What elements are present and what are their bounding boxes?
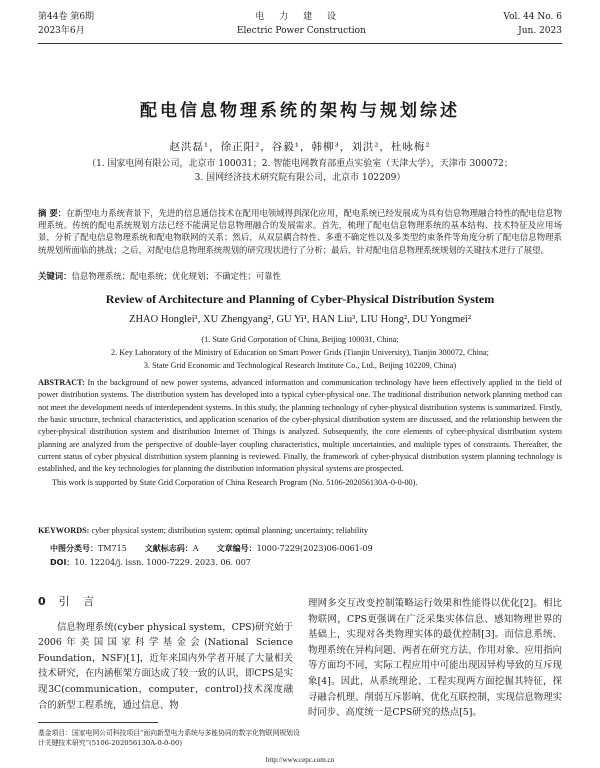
funding-note-en: This work is supported by State Grid Corporation of China Research Program (No. 5106-202056130A-0-0-00). [52, 477, 418, 487]
abstract-label-en: ABSTRACT: [38, 378, 85, 387]
journal-name-cn: 电 力 建 设 [255, 12, 343, 22]
keywords-cn [38, 270, 562, 282]
keywords-text-cn: 信息物理系统；配电系统；优化规划；不确定性；可靠性 [71, 271, 281, 281]
keywords-text-en: cyber physical system; distribution system; optimal planning; uncertainty; reliability [91, 526, 368, 535]
article-no-field: 文章编号：1000-7229(2023)06-0061-09 [216, 544, 373, 553]
body-column-left [38, 594, 293, 713]
abstract-label-cn: 摘 要： [38, 208, 67, 218]
body-paragraph: 理网多交互改变控制策略运行效果和性能得以优化[2]。相比物联网，CPS更强调在广泛采集实体信息、感知物理世界的基础上，实现对各类物理实体的最优控制[3]。而信息系统、物理系统在异构问题、两者在研究方法、作用对象、应用指向等方面均不同，实际工程应用中可能出现因异构导致的互斥现象[4]。因此，从系统理论、工程实现两方面挖掘其特征，探寻融合机理、削弱互斥影响、优化互联控制，实现信息物理实时同步、高度统一是CPS研究的热点[5]。 [308, 598, 562, 719]
paper-title-cn: 配电信息物理系统的架构与规划综述 [140, 101, 460, 121]
keywords-label-cn: 关键词： [38, 271, 72, 281]
clc-field: 中图分类号：TM715 [50, 544, 127, 553]
abstract-cn [38, 207, 562, 256]
footnote-rule [38, 722, 158, 723]
date-en: Jun. 2023 [518, 26, 562, 36]
authors-en: ZHAO Honglei¹, XU Zhengyang², GU Yi¹, HAN Liu³, LIU Hong², DU Yongmei² [129, 314, 471, 325]
abstract-text-en: In the background of new power systems, advanced information and communication technology have been effectively applied in the field of power distribution systems. The distribution system has developed into a typical cyber-physical one. The traditional distribution network planning method can not meet the development needs of interdependent systems. In this study, the planning technology of cyber-physical distribution systems is summarized. Firstly, the basic structure, technical characteristics, and application scenarios of the cyber-physical distribution system are discussed, and the relationship between the cyber-physical distribution system and distribution Internet of Things is analyzed. Subsequently, the core elements of cyber-physical distribution system planning are analyzed from the perspective of double-layer coupling characteristics, multiple uncertainties, and multiple types of constraints. Thereafter, the current status of cyber physical distribution system planning is reviewed. Finally, the framework of cyber-physical distribution system planning technology is established, and the key technologies for planning the distribution information physical systems are prospected. [38, 378, 562, 474]
affiliation-line: (1. State Grid Corporation of China, Beijing 100031, China; [201, 335, 399, 344]
affiliations-cn [40, 157, 560, 185]
doi-link[interactable]: 10. 12204/j. issn. 1000-7229. 2023. 06. 007 [74, 558, 251, 567]
paper-title-en: Review of Architecture and Planning of Cyber-Physical Distribution System [105, 292, 495, 306]
affiliation-line: 3. State Grid Economic and Technological Research Institute Co., Ltd., Beijing 102209, China) [143, 360, 457, 370]
affiliation-line: （1. 国家电网有限公司，北京市 100031；2. 智能电网教育部重点实验室（天津大学），天津市 300072； [87, 159, 513, 169]
abstract-text-cn: 在新型电力系统背景下，先进的信息通信技术在配用电领域得到深化应用，配电系统已经发展成为具有信息物理融合特性的配电信息物理系统。传统的配电系统规划方法已经不能满足信息物理融合的发展需求。首先，梳理了配电信息物理系统的基本结构、技术特征及应用场景，分析了配电信息物理系统和配电物联网的关系；然后，从双层耦合特性、多重不确定性以及多类型约束条件等角度分析了配电信息物理系统规划所面临的挑战；之后，对配电信息物理系统规划的研究现状进行了分析；最后，针对配电信息物理系统规划的关键技术进行了展望。 [38, 208, 563, 255]
section-heading [38, 594, 293, 610]
journal-header [38, 10, 562, 44]
journal-name-en: Electric Power Construction [236, 26, 366, 36]
section-number: 0 [38, 595, 47, 608]
section-title: 引 言 [58, 595, 100, 608]
keywords-en [38, 526, 562, 535]
classification-row [50, 543, 373, 554]
abstract-en [38, 377, 562, 489]
date-cn: 2023年6月 [38, 26, 85, 36]
doc-code-field: 文献标志码：A [144, 544, 199, 553]
affiliation-line: 2. Key Laboratory of the Ministry of Education on Smart Power Grids (Tianjin University), Tianjin 300072, China; [111, 347, 489, 357]
funding-footnote: 基金项目：国家电网公司科技项目“面向新型电力系统与多能协同的数字化物联网规划设计关键技术研究”(5106-202056130A-0-0-00) [38, 729, 300, 747]
body-column-right [308, 596, 562, 721]
affiliation-line: 3. 国网经济技术研究院有限公司，北京市 102209） [194, 173, 406, 183]
page-footer-url[interactable]: http://www.cepc.com.cn [265, 756, 335, 764]
header-rule [38, 43, 562, 44]
authors-cn: 赵洪磊¹，徐正阳²，谷毅¹，韩柳³，刘洪²，杜咏梅² [169, 141, 431, 153]
doi-field: DOI：10. 12204/j. issn. 1000-7229. 2023. 06. 007 [50, 558, 251, 567]
keywords-label-en: KEYWORDS: [38, 526, 90, 535]
volume-issue-cn: 第44卷 第6期 [38, 12, 95, 22]
volume-issue-en: Vol. 44 No. 6 [503, 12, 562, 22]
body-paragraph: 信息物理系统(cyber physical system，CPS)研究始于2006年美国国家科学基金会(National Science Foundation，NSF)[1]，近年来国内外学者开展了大量相关技术研究，在内涵框架方面达成了较一致的认识，即CPS是实现3C(communication，computer，control)技术深度融合的新型工程系统，通过信息、物 [38, 621, 293, 711]
affiliations-en [30, 334, 570, 372]
